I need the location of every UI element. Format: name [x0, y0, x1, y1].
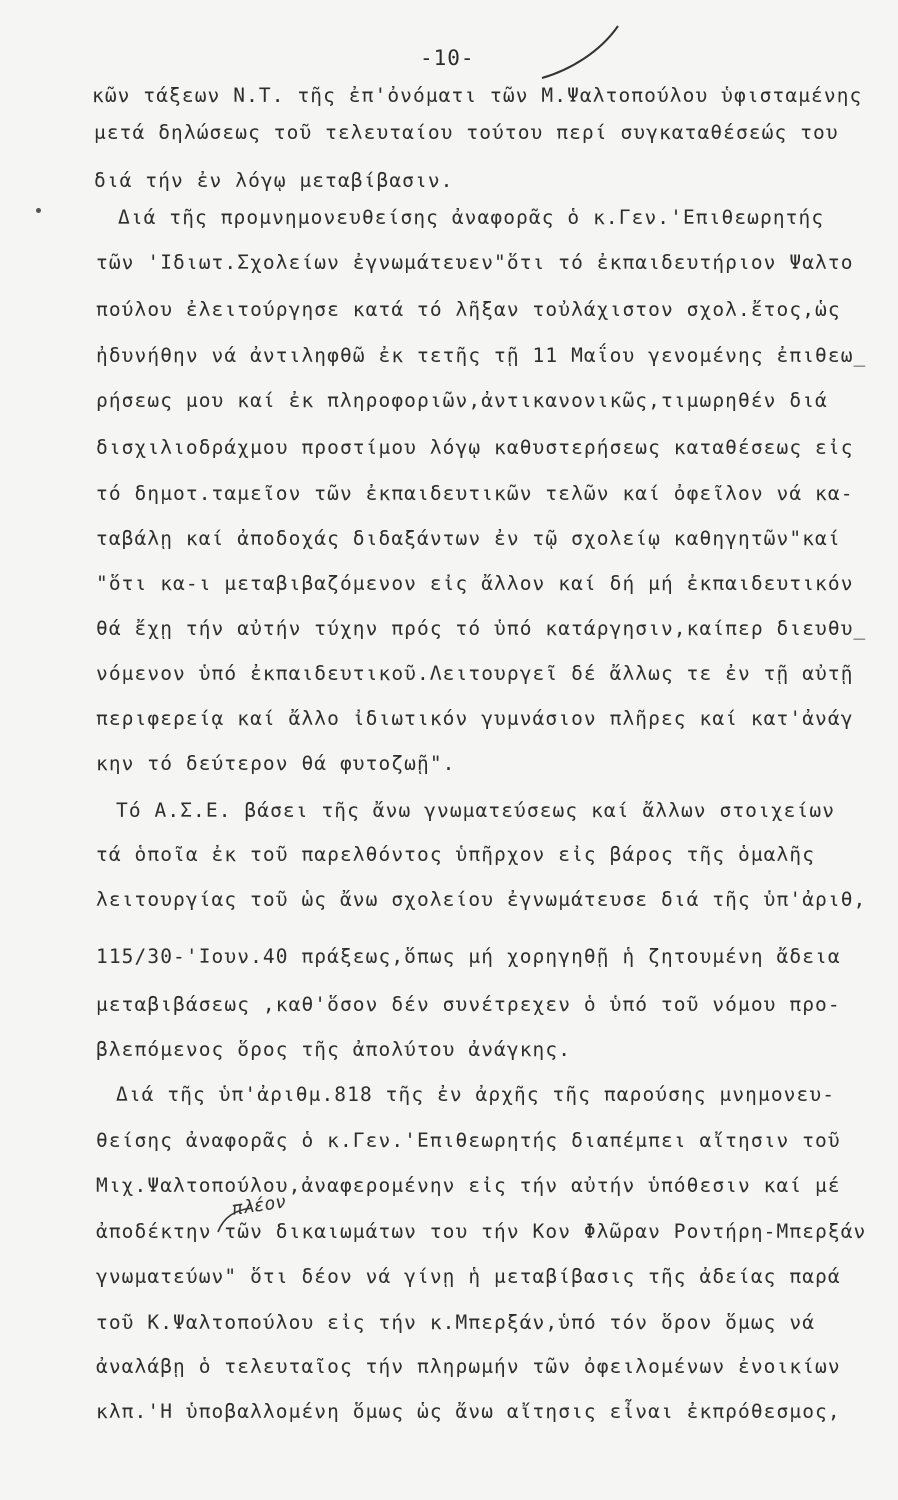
text-line-18: τά ὁποῖα ἐκ τοῦ παρελθόντος ὑπῆρχον εἰς βάρος τῆς ὁμαλῆς — [96, 843, 816, 866]
text-line-23: Διά τῆς ὑπ'ἀριθμ.818 τῆς ἐν ἀρχῆς τῆς παρούσης μνημονευ- — [116, 1083, 836, 1106]
text-line-22: βλεπόμενος ὅρος τῆς ἀπολύτου ἀνάγκης. — [96, 1038, 572, 1061]
handwritten-insert: πλέον — [230, 1191, 288, 1220]
pen-stroke-mark — [540, 22, 630, 82]
text-line-25: Μιχ.Ψαλτοπούλου,ἀναφερομένην εἰς τήν αὐτήν ὑπόθεσιν καί μέ — [96, 1174, 841, 1197]
text-line-10: τό δημοτ.ταμεῖον τῶν ἐκπαιδευτικῶν τελῶν καί ὀφεῖλον νά κα- — [96, 482, 854, 505]
text-line-12: "ὅτι κα-ι μεταβιβαζόμενον εἰς ἄλλον καί δή μή ἐκπαιδευτικόν — [96, 572, 854, 595]
text-line-21: μεταβιβάσεως ,καθ'ὅσον δέν συνέτρεχεν ὁ ὑπό τοῦ νόμου προ- — [96, 993, 841, 1016]
text-line-24: θείσης ἀναφορᾶς ὁ κ.Γεν.'Επιθεωρητής διαπέμπει αἴτησιν τοῦ — [96, 1129, 841, 1152]
text-line-16: κην τό δεύτερον θά φυτοζωῇ". — [96, 752, 456, 775]
text-line-26: ἀποδέκτην τῶν δικαιωμάτων του τήν Κον Φλῶραν Ροντήρη-Μπερξάν — [96, 1220, 867, 1243]
text-line-3: διά τήν ἐν λόγῳ μεταβίβασιν. — [94, 169, 454, 192]
text-line-6: πούλου ἐλειτούργησε κατά τό λῆξαν τοὐλάχιστον σχολ.ἔτος,ὡς — [96, 298, 841, 321]
text-line-28: τοῦ Κ.Ψαλτοπούλου εἰς τήν κ.Μπερξάν,ὑπό τόν ὅρον ὅμως νά — [96, 1311, 816, 1334]
text-line-30: κλπ.'Η ὑποβαλλομένη ὅμως ὡς ἄνω αἴτησις εἶναι ἐκπρόθεσμος, — [96, 1400, 841, 1423]
text-line-7: ἠδυνήθην νά ἀντιληφθῶ ἐκ τετῆς τῇ 11 Μαΐου γενομένης ἐπιθεω_ — [96, 344, 867, 367]
text-line-19: λειτουργίας τοῦ ὡς ἄνω σχολείου ἐγνωμάτευσε διά τῆς ὑπ'ἀριθ, — [96, 888, 867, 911]
page-number: -10- — [420, 46, 475, 70]
text-line-17: Τό Α.Σ.Ε. βάσει τῆς ἄνω γνωματεύσεως καί ἄλλων στοιχείων — [116, 799, 836, 822]
text-line-15: περιφερείᾳ καί ἄλλο ἰδιωτικόν γυμνάσιον πλῆρες καί κατ'ἀνάγ — [96, 707, 854, 730]
text-line-1: κῶν τάξεων Ν.Τ. τῆς ἐπ'ὀνόματι τῶν Μ.Ψαλτοπούλου ὑφισταμένης — [92, 84, 863, 107]
text-line-14: νόμενον ὑπό ἐκπαιδευτικοῦ.Λειτουργεῖ δέ ἄλλως τε ἐν τῇ αὐτῇ — [96, 662, 854, 685]
text-line-11: ταβάλῃ καί ἀποδοχάς διδαξάντων ἐν τῷ σχολείῳ καθηγητῶν"καί — [96, 527, 841, 550]
text-line-29: ἀναλάβῃ ὁ τελευταῖος τήν πληρωμήν τῶν ὀφειλομένων ἐνοικίων — [96, 1355, 841, 1378]
margin-dot — [36, 208, 41, 213]
text-line-13: θά ἔχῃ τήν αὐτήν τύχην πρός τό ὑπό κατάργησιν,καίπερ διευθυ_ — [96, 617, 867, 640]
text-line-4: Διά τῆς προμνημονευθείσης ἀναφορᾶς ὁ κ.Γεν.'Επιθεωρητής — [118, 206, 825, 229]
text-line-27: γνωματεύων" ὅτι δέον νά γίνῃ ἡ μεταβίβασις τῆς ἀδείας παρά — [96, 1265, 841, 1288]
text-line-20: 115/30-'Ιουν.40 πράξεως,ὅπως μή χορηγηθῇ ἡ ζητουμένη ἄδεια — [96, 945, 841, 968]
text-line-5: τῶν 'Ιδιωτ.Σχολείων ἐγνωμάτευεν"ὅτι τό ἐκπαιδευτήριον Ψαλτο — [96, 251, 854, 274]
text-line-8: ρήσεως μου καί ἐκ πληροφοριῶν,ἀντικανονικῶς,τιμωρηθέν διά — [96, 389, 828, 412]
text-line-9: δισχιλιοδράχμου προστίμου λόγῳ καθυστερήσεως καταθέσεως εἰς — [96, 436, 854, 459]
text-line-2: μετά δηλώσεως τοῦ τελευταίου τούτου περί συγκαταθέσεώς του — [94, 121, 839, 144]
